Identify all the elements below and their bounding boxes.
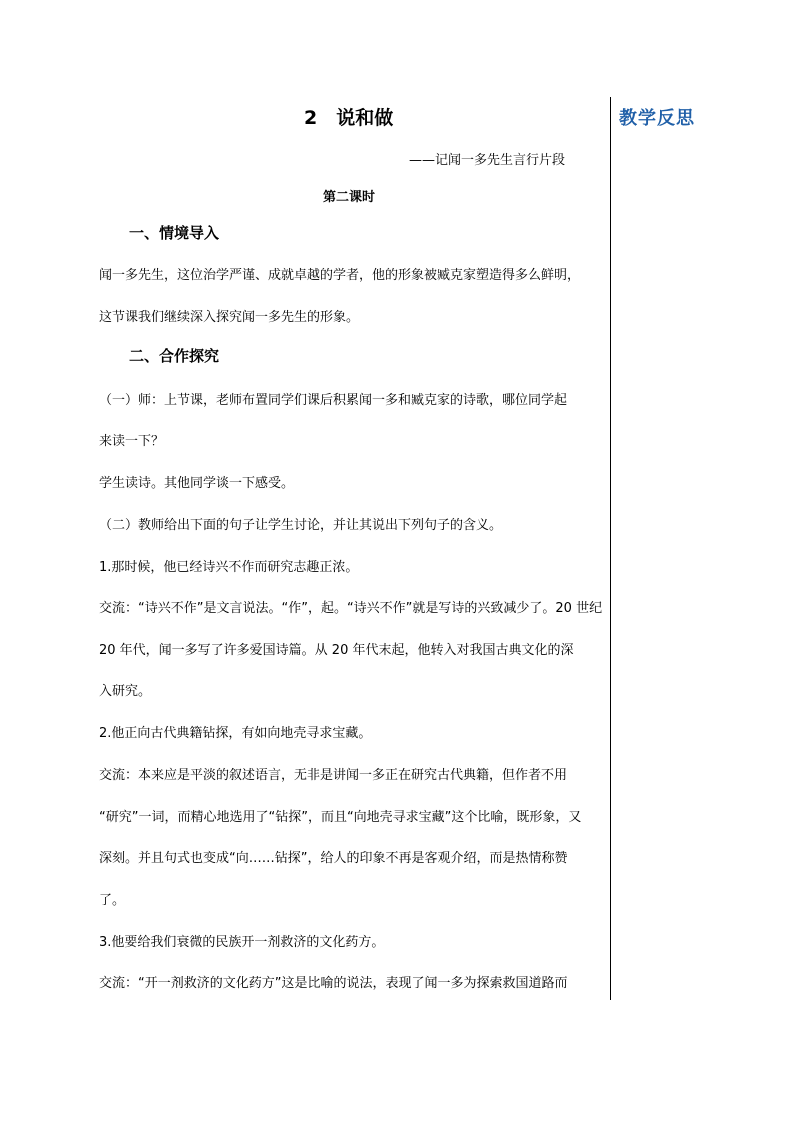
text-line: 3.他要给我们衰微的民族开一剂救济的文化药方。 [99, 935, 385, 950]
text-line: 入研究。 [99, 684, 152, 699]
teaching-reflection-title: 教学反思 [619, 108, 695, 129]
text-line: 闻一多先生，这位治学严谨、成就卓越的学者，他的形象被臧克家塑造得多么鲜明， [99, 268, 581, 283]
text-line: （一）师：上节课，老师布置同学们课后积累闻一多和臧克家的诗歌，哪位同学起 [99, 393, 568, 408]
text-line: （二）教师给出下面的句子让学生讨论，并让其说出下列句子的含义。 [99, 518, 503, 533]
text-line: 1.那时候，他已经诗兴不作而研究志趣正浓。 [99, 560, 359, 575]
text-line: 了。 [99, 893, 126, 908]
page-title: 2 说和做 [304, 107, 394, 129]
text-line: 交流：“开一剂救济的文化药方”这是比喻的说法，表现了闻一多为探索救国道路而 [99, 976, 568, 991]
text-line: 这节课我们继续深入探究闻一多先生的形象。 [99, 310, 360, 325]
lesson-label: 第二课时 [323, 190, 376, 205]
column-divider [610, 97, 611, 1000]
text-line: 来读一下？ [99, 434, 165, 449]
text-line: 交流：本来应是平淡的叙述语言，无非是讲闻一多正在研究古代典籍，但作者不用 [99, 768, 568, 783]
text-line: 交流：“诗兴不作”是文言说法。“作”，起。“诗兴不作”就是写诗的兴致减少了。20 世纪 [99, 601, 603, 616]
page-subtitle: ——记闻一多先生言行片段 [409, 153, 566, 168]
section-heading-explore: 二、合作探究 [129, 347, 220, 365]
text-line: “研究”一词，而精心地选用了“钻探”，而且“向地壳寻求宝藏”这个比喻，既形象，又 [99, 810, 582, 825]
section-heading-intro: 一、情境导入 [129, 224, 220, 242]
text-line: 2.他正向古代典籍钻探，有如向地壳寻求宝藏。 [99, 726, 372, 741]
text-line: 深刻。并且句式也变成“向……钻探”，给人的印象不再是客观介绍，而是热情称赞 [99, 851, 568, 866]
text-line: 20 年代，闻一多写了许多爱国诗篇。从 20 年代末起，他转入对我国古典文化的深 [99, 643, 574, 658]
text-line: 学生读诗。其他同学谈一下感受。 [99, 476, 295, 491]
